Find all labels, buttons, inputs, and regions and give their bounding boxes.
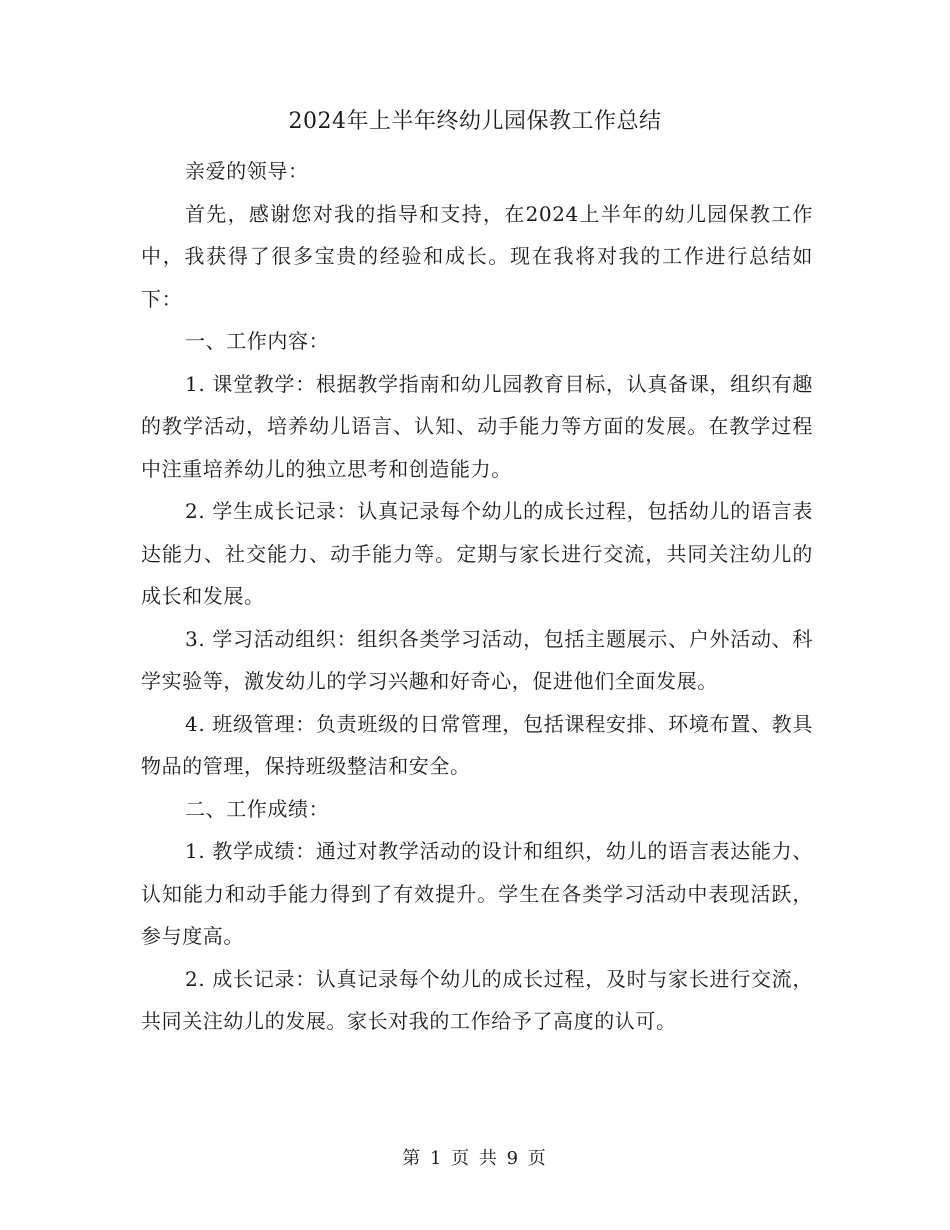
- section-heading-achievements: 二、工作成绩：: [185, 796, 330, 821]
- intro-paragraph: 首先，感谢您对我的指导和支持，在2024上半年的幼儿园保教工作中，我获得了很多宝贵的经验和成长。现在我将对我的工作进行总结如下：: [141, 201, 813, 311]
- work-item-classroom-teaching: 1. 课堂教学：根据教学指南和幼儿园教育目标，认真备课，组织有趣的教学活动，培养幼儿语言、认知、动手能力等方面的发展。在教学过程中注重培养幼儿的独立思考和创造能力。: [141, 371, 813, 481]
- document-body: [141, 150, 813, 1043]
- salutation: 亲爱的领导：: [185, 159, 309, 183]
- work-item-growth-records: 2. 学生成长记录：认真记录每个幼儿的成长过程，包括幼儿的语言表达能力、社交能力、动手能力等。定期与家长进行交流，共同关注幼儿的成长和发展。: [141, 499, 813, 608]
- page-number-footer: 第 1 页 共 9 页: [402, 1148, 548, 1169]
- achievement-growth-records: 2. 成长记录：认真记录每个幼儿的成长过程，及时与家长进行交流，共同关注幼儿的发展。家长对我的工作给予了高度的认可。: [141, 966, 813, 1033]
- document-title: 2024年上半年终幼儿园保教工作总结: [288, 109, 662, 134]
- work-item-class-management: 4. 班级管理：负责班级的日常管理，包括课程安排、环境布置、教具物品的管理，保持班级整洁和安全。: [141, 711, 813, 778]
- work-item-activity-organization: 3. 学习活动组织：组织各类学习活动，包括主题展示、户外活动、科学实验等，激发幼儿的学习兴趣和好奇心，促进他们全面发展。: [141, 626, 813, 693]
- section-heading-work-content: 一、工作内容：: [185, 329, 330, 353]
- achievement-teaching: 1. 教学成绩：通过对教学活动的设计和组织，幼儿的语言表达能力、认知能力和动手能力得到了有效提升。学生在各类学习活动中表现活跃，参与度高。: [141, 839, 813, 948]
